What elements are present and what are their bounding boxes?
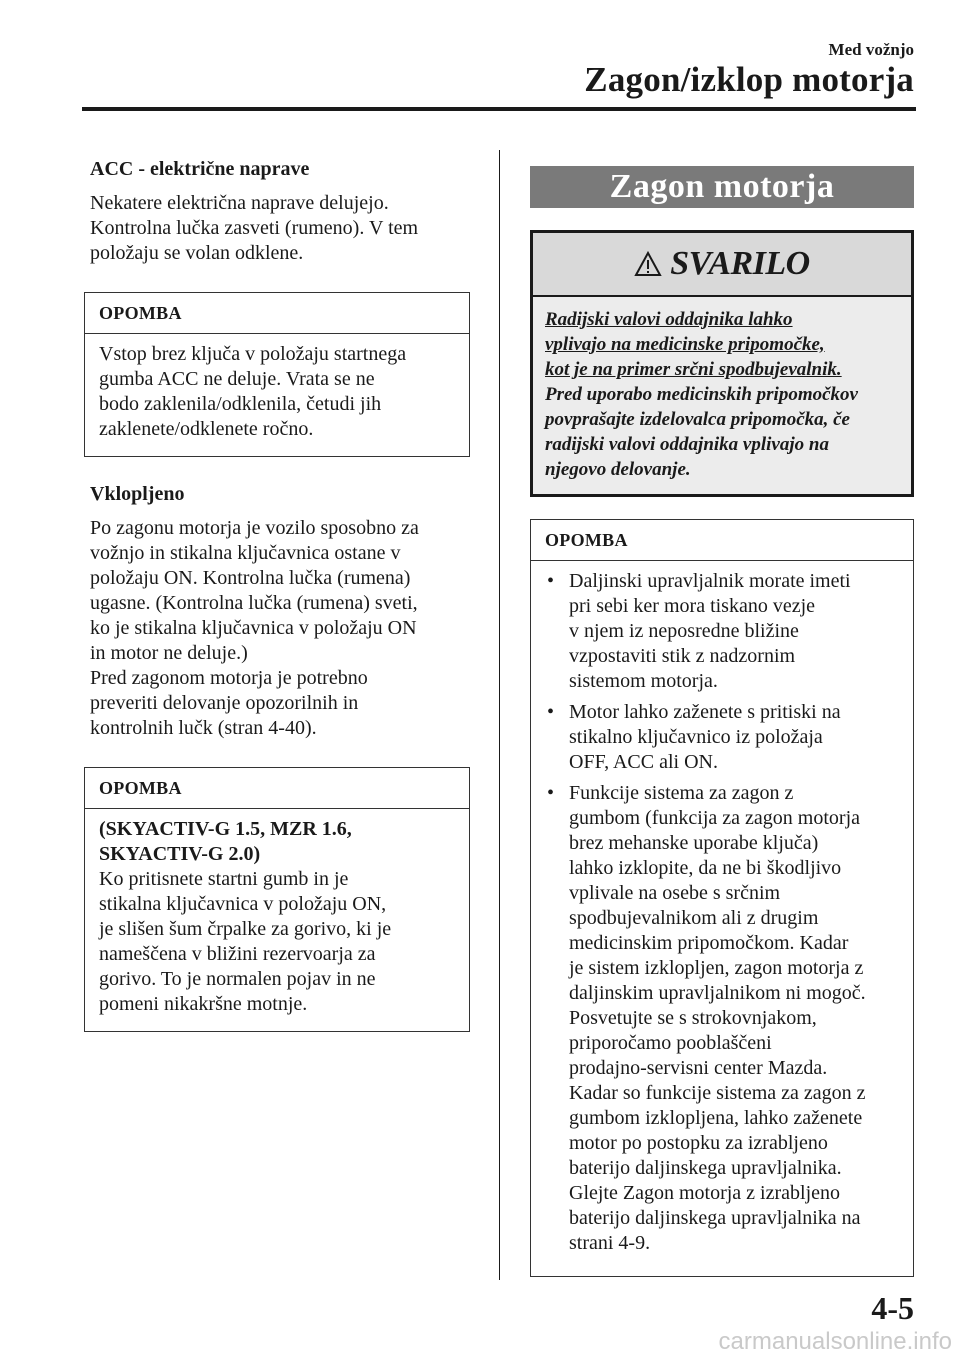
- note-line: pomeni nikakršne motnje.: [99, 993, 308, 1015]
- warning-underlined-line: kot je na primer srčni spodbujevalnik.: [545, 359, 842, 380]
- list-item: [545, 700, 899, 775]
- list-line: stikalno ključavnico iz položaja: [569, 726, 823, 748]
- list-line: Daljinski upravljalnik morate imeti: [569, 570, 851, 592]
- on-line: in motor ne deluje.): [90, 642, 248, 664]
- warning-box: [530, 230, 914, 497]
- list-line: je sistem izklopljen, zagon motorja z: [569, 957, 864, 979]
- watermark: carmanualsonline.info: [718, 1328, 952, 1355]
- note-bullet-list: [545, 569, 899, 1256]
- list-item: [545, 781, 899, 1256]
- note-line: stikalna ključavnica v položaju ON,: [99, 893, 387, 915]
- note-engine-line: SKYACTIV-G 2.0): [99, 843, 261, 865]
- warning-line: Pred uporabo medicinskih pripomočkov: [545, 384, 858, 405]
- list-item: [545, 569, 899, 694]
- note-line: Ko pritisnete startni gumb in je: [99, 868, 349, 890]
- note-body: [531, 561, 913, 1276]
- acc-text: [90, 191, 470, 266]
- on-line: ko je stikalna ključavnica v položaju ON: [90, 617, 417, 639]
- warning-line: povprašajte izdelovalca pripomočka, če: [545, 409, 850, 430]
- note-label: OPOMBA: [85, 768, 469, 809]
- page-number: 4-5: [871, 1290, 914, 1326]
- note-line: bodo zaklenila/odklenila, četudi jih: [99, 393, 382, 415]
- warning-underlined-line: Radijski valovi oddajnika lahko: [545, 309, 793, 330]
- list-line: strani 4-9.: [569, 1232, 651, 1254]
- list-line: vplivale na osebe s srčnim: [569, 882, 781, 904]
- note-label: OPOMBA: [85, 293, 469, 334]
- note-line: gumba ACC ne deluje. Vrata se ne: [99, 368, 375, 390]
- list-line: daljinskim upravljalnikom ni mogoč.: [569, 982, 866, 1004]
- list-line: lahko izklopite, da ne bi škodljivo: [569, 857, 842, 879]
- right-column: [530, 166, 914, 1277]
- warning-line: njegovo delovanje.: [545, 459, 691, 480]
- header-rule: [82, 107, 916, 111]
- header-section: Med vožnjo: [828, 40, 914, 59]
- on-heading: Vklopljeno: [90, 483, 185, 505]
- note-line: nameščena v bližini rezervoarja za: [99, 943, 376, 965]
- warning-triangle-icon: [634, 251, 662, 277]
- list-line: Funkcije sistema za zagon z: [569, 782, 794, 804]
- acc-line: Kontrolna lučka zasveti (rumeno). V tem: [90, 217, 419, 239]
- on-line: Pred zagonom motorja je potrebno: [90, 667, 368, 689]
- list-line: prodajno-servisni center Mazda.: [569, 1057, 828, 1079]
- note-body: [85, 809, 469, 1031]
- on-line: kontrolnih lučk (stran 4-40).: [90, 717, 317, 739]
- list-line: Motor lahko zaženete s pritiski na: [569, 701, 841, 723]
- list-line: Posvetujte se s strokovnjakom,: [569, 1007, 817, 1029]
- page-title: Zagon/izklop motorja: [584, 60, 914, 99]
- on-line: Po zagonu motorja je vozilo sposobno za: [90, 517, 419, 539]
- list-line: Kadar so funkcije sistema za zagon z: [569, 1082, 866, 1104]
- section-banner: Zagon motorja: [530, 166, 914, 208]
- note-line: je slišen šum črpalke za gorivo, ki je: [99, 918, 392, 940]
- list-line: pri sebi ker mora tiskano vezje: [569, 595, 816, 617]
- note-box-fuel-pump: [84, 767, 470, 1032]
- acc-line: Nekatere električna naprave delujejo.: [90, 192, 389, 214]
- warning-line: radijski valovi oddajnika vplivajo na: [545, 434, 829, 455]
- on-line: položaju ON. Kontrolna lučka (rumena): [90, 567, 411, 589]
- warning-body: [533, 297, 911, 494]
- left-column: [84, 150, 470, 1032]
- note-line: Vstop brez ključa v položaju startnega: [99, 343, 407, 365]
- note-box-start: [530, 519, 914, 1277]
- warning-header: [533, 233, 911, 297]
- acc-heading: ACC - električne naprave: [90, 158, 310, 180]
- warning-underlined-line: vplivajo na medicinske pripomočke,: [545, 334, 825, 355]
- list-line: spodbujevalnikom ali z drugim: [569, 907, 819, 929]
- note-body: [85, 334, 469, 456]
- list-line: vzpostaviti stik z nadzornim: [569, 645, 796, 667]
- on-text: [90, 516, 470, 741]
- bullet-icon: •: [547, 782, 555, 804]
- list-line: baterijo daljinskega upravljalnika.: [569, 1157, 842, 1179]
- list-line: gumbom (funkcija za zagon motorja: [569, 807, 861, 829]
- list-line: baterijo daljinskega upravljalnika na: [569, 1207, 861, 1229]
- on-line: vožnjo in stikalna ključavnica ostane v: [90, 542, 401, 564]
- column-divider: [499, 150, 500, 1280]
- note-box-acc: [84, 292, 470, 457]
- note-line: zaklenete/odklenete ročno.: [99, 418, 314, 440]
- on-line: ugasne. (Kontrolna lučka (rumena) sveti,: [90, 592, 418, 614]
- list-line: gumbom izklopljena, lahko zaženete: [569, 1107, 863, 1129]
- warning-title: SVARILO: [670, 245, 810, 282]
- list-line: priporočamo pooblaščeni: [569, 1032, 772, 1054]
- list-line: OFF, ACC ali ON.: [569, 751, 718, 773]
- note-engine-line: (SKYACTIV-G 1.5, MZR 1.6,: [99, 818, 352, 840]
- list-line: motor po postopku za izrabljeno: [569, 1132, 828, 1154]
- bullet-icon: •: [547, 570, 555, 592]
- list-line: sistemom motorja.: [569, 670, 718, 692]
- note-label: OPOMBA: [531, 520, 913, 561]
- bullet-icon: •: [547, 701, 555, 723]
- list-line: medicinskim pripomočkom. Kadar: [569, 932, 849, 954]
- list-line: brez mehanske uporabe ključa): [569, 832, 819, 854]
- note-line: gorivo. To je normalen pojav in ne: [99, 968, 376, 990]
- acc-line: položaju se volan odklene.: [90, 242, 304, 264]
- list-line: Glejte Zagon motorja z izrabljeno: [569, 1182, 841, 1204]
- list-line: v njem iz neposredne bližine: [569, 620, 799, 642]
- on-line: preveriti delovanje opozorilnih in: [90, 692, 359, 714]
